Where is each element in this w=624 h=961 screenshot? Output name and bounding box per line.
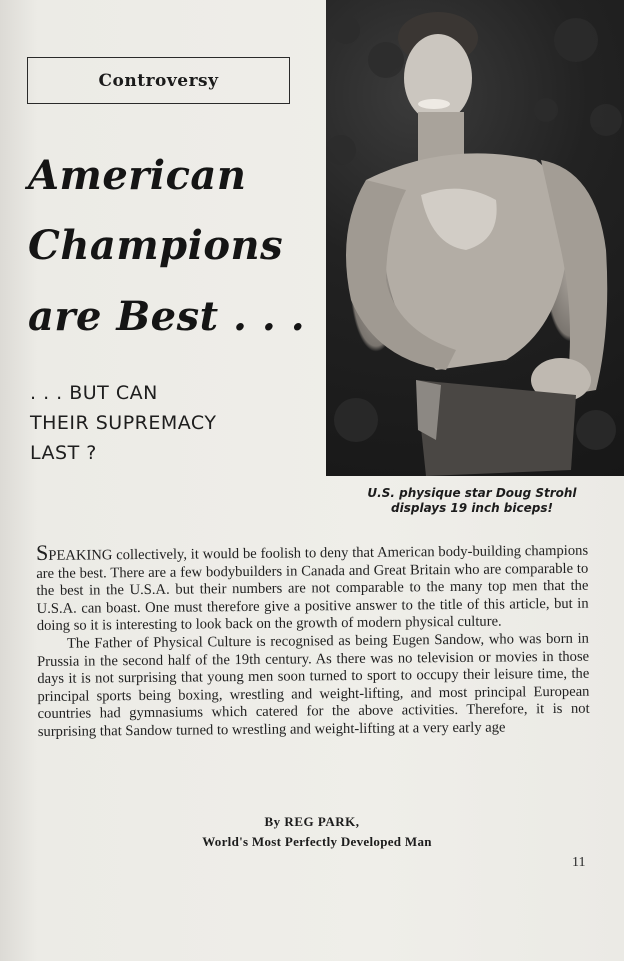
headline-line-3: are Best . . . [28,293,306,340]
section-label: Controversy [98,70,219,91]
author-title: World's Most Perfectly Developed Man [202,834,432,849]
photo-caption [326,486,618,516]
author-byline: By REG PARK, [264,814,360,829]
bodybuilder-photo [326,0,624,476]
article-body [36,539,590,742]
photo-caption-line-2: displays 19 inch biceps! [391,501,553,515]
headline-line-1: American [28,152,247,199]
subheadline-line-2: THEIR SUPREMACY [30,412,217,434]
article-paragraph-2: The Father of Physical Culture is recognised as being Eugen Sandow, who was born in Prussia in the second half of the 19th century. As there was no television or movies in those days it is not surprising that young men soon turned to sport to occupy their leisure time, the principal sports being boxing, wrestling and weight-lifting, and most principal European countries had gymnasiums which catered for the above activities. Therefore, it is not surprising that Sandow turned to wrestling and weight-lifting at a very early age [37,630,590,740]
section-label-box [27,57,290,104]
subheadline-line-3: LAST ? [30,442,97,464]
bodybuilder-figure-icon [326,0,624,476]
article-paragraph-1-text: PEAKING collectively, it would be foolish to deny that American body-building champions are the best. There are a few bodybuilders in Canada and Great Britain who are comparable to the best in the U.S.A. but their numbers are not comparable to the many top men that the U.S.A. can boast. One must therefore give a positive answer to the title of this article, but in doing so it is interesting to look back on the growth of modern physical culture. [36,542,589,635]
drop-cap: S [35,539,49,565]
headline-line-2: Champions [28,222,284,269]
page-number: 11 [572,855,586,870]
subheadline [30,378,310,468]
article-paragraph-1 [36,539,589,636]
subheadline-line-1: . . . BUT CAN [30,382,158,404]
photo-caption-line-1: U.S. physique star Doug Strohl [367,486,577,500]
